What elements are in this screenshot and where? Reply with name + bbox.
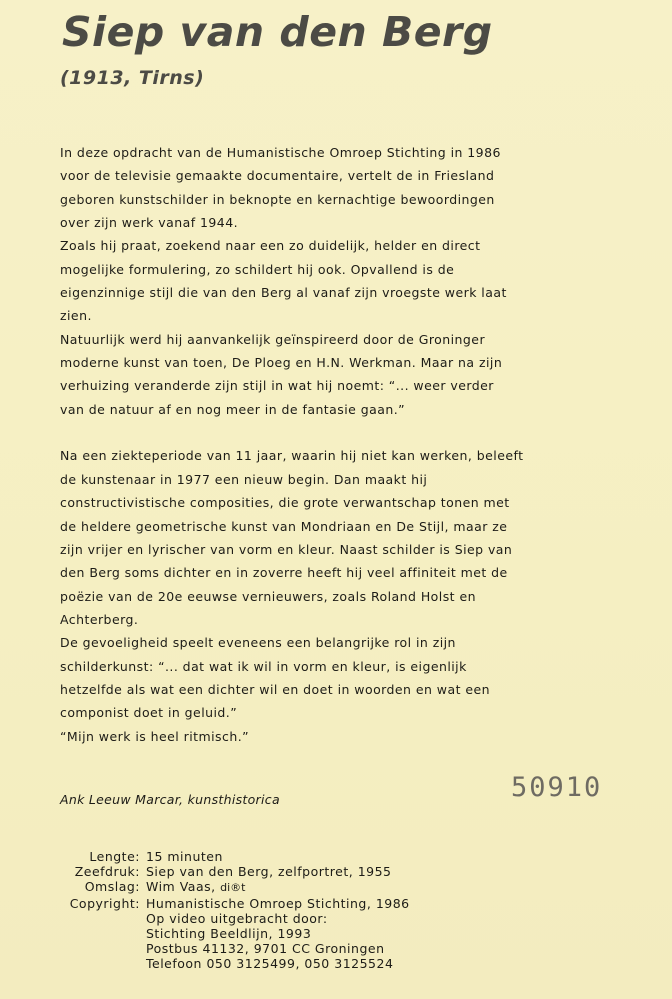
credit-row-continued <box>60 926 410 941</box>
credit-row-copyright <box>60 896 410 911</box>
credit-value: Telefoon 050 3125499, 050 3125524 <box>146 956 394 972</box>
body-line: “Mijn werk is heel ritmisch.” <box>60 728 250 744</box>
body-line: de kunstenaar in 1977 een nieuw begin. Dan maakt hij <box>60 471 428 487</box>
credit-value: Humanistische Omroep Stichting, 1986 <box>146 895 410 911</box>
body-line: zien. <box>60 308 92 324</box>
body-line: verhuizing veranderde zijn stijl in wat hij noemt: “... weer verder <box>60 378 494 394</box>
body-line: De gevoeligheid speelt eveneens een belangrijke rol in zijn <box>60 635 456 651</box>
credit-row-continued <box>60 956 410 971</box>
body-line: van de natuur af en nog meer in de fantasie gaan.” <box>60 401 406 417</box>
designer-mark: di®t <box>220 881 246 895</box>
body-line: Zoals hij praat, zoekend naar een zo duidelijk, helder en direct <box>60 238 481 254</box>
page-title: Siep van den Berg <box>62 8 493 56</box>
credit-label: Lengte: <box>89 849 140 864</box>
body-line: eigenzinnige stijl die van den Berg al vanaf zijn vroegste werk laat <box>60 285 507 301</box>
body-line: de heldere geometrische kunst van Mondriaan en De Stijl, maar ze <box>60 518 508 534</box>
body-line: geboren kunstschilder in beknopte en kernachtige bewoordingen <box>60 191 495 207</box>
credit-label: Omslag: <box>84 879 140 895</box>
body-line: voor de televisie gemaakte documentaire, vertelt de in Friesland <box>60 168 495 184</box>
body-line: componist doet in geluid.” <box>60 705 238 721</box>
credit-label: Copyright: <box>69 895 140 911</box>
catalog-stamp-number: 50910 <box>511 772 603 803</box>
credit-row-continued <box>60 911 410 926</box>
credit-row-omslag <box>60 879 410 895</box>
body-line: over zijn werk vanaf 1944. <box>60 215 239 231</box>
credit-row-lengte <box>60 849 410 864</box>
body-line: constructivistische composities, die grote verwantschap tonen met <box>60 495 510 511</box>
body-line: Achterberg. <box>60 611 139 627</box>
credit-value: 15 minuten <box>146 849 223 864</box>
body-line: In deze opdracht van de Humanistische Omroep Stichting in 1986 <box>60 145 501 160</box>
body-line: mogelijke formulering, zo schildert hij ook. Opvallend is de <box>60 261 455 277</box>
credit-row-zeefdruk <box>60 864 410 879</box>
body-text <box>60 141 600 748</box>
body-line: Na een ziekteperiode van 11 jaar, waarin hij niet kan werken, beleeft <box>60 448 524 464</box>
credit-value: Stichting Beeldlijn, 1993 <box>146 926 312 942</box>
credit-value: Siep van den Berg, zelfportret, 1955 <box>146 864 392 880</box>
body-line: schilderkunst: “... dat wat ik wil in vorm en kleur, is eigenlijk <box>60 658 467 674</box>
credit-value: Postbus 41132, 9701 CC Groningen <box>146 941 385 957</box>
body-line: hetzelfde als wat een dichter wil en doet in woorden en wat een <box>60 681 490 697</box>
page-subtitle: (1913, Tirns) <box>60 67 205 89</box>
body-line: den Berg soms dichter en in zoverre heeft hij veel affiniteit met de <box>60 565 508 581</box>
body-line: moderne kunst van toen, De Ploeg en H.N. Werkman. Maar na zijn <box>60 355 503 371</box>
omslag-designer: Wim Vaas, <box>146 879 216 895</box>
credit-value <box>146 879 245 895</box>
body-line: Natuurlijk werd hij aanvankelijk geïnspireerd door de Groninger <box>60 331 486 347</box>
credit-value: Op video uitgebracht door: <box>146 910 328 926</box>
body-line: zijn vrijer en lyrischer van vorm en kleur. Naast schilder is Siep van <box>60 541 513 557</box>
author-attribution: Ank Leeuw Marcar, kunsthistorica <box>60 792 280 807</box>
credit-label: Zeefdruk: <box>74 864 140 880</box>
body-line: poëzie van de 20e eeuwse vernieuwers, zoals Roland Holst en <box>60 588 476 604</box>
credit-row-continued <box>60 941 410 956</box>
paragraph-gap <box>60 421 600 444</box>
credits-block <box>60 849 410 972</box>
